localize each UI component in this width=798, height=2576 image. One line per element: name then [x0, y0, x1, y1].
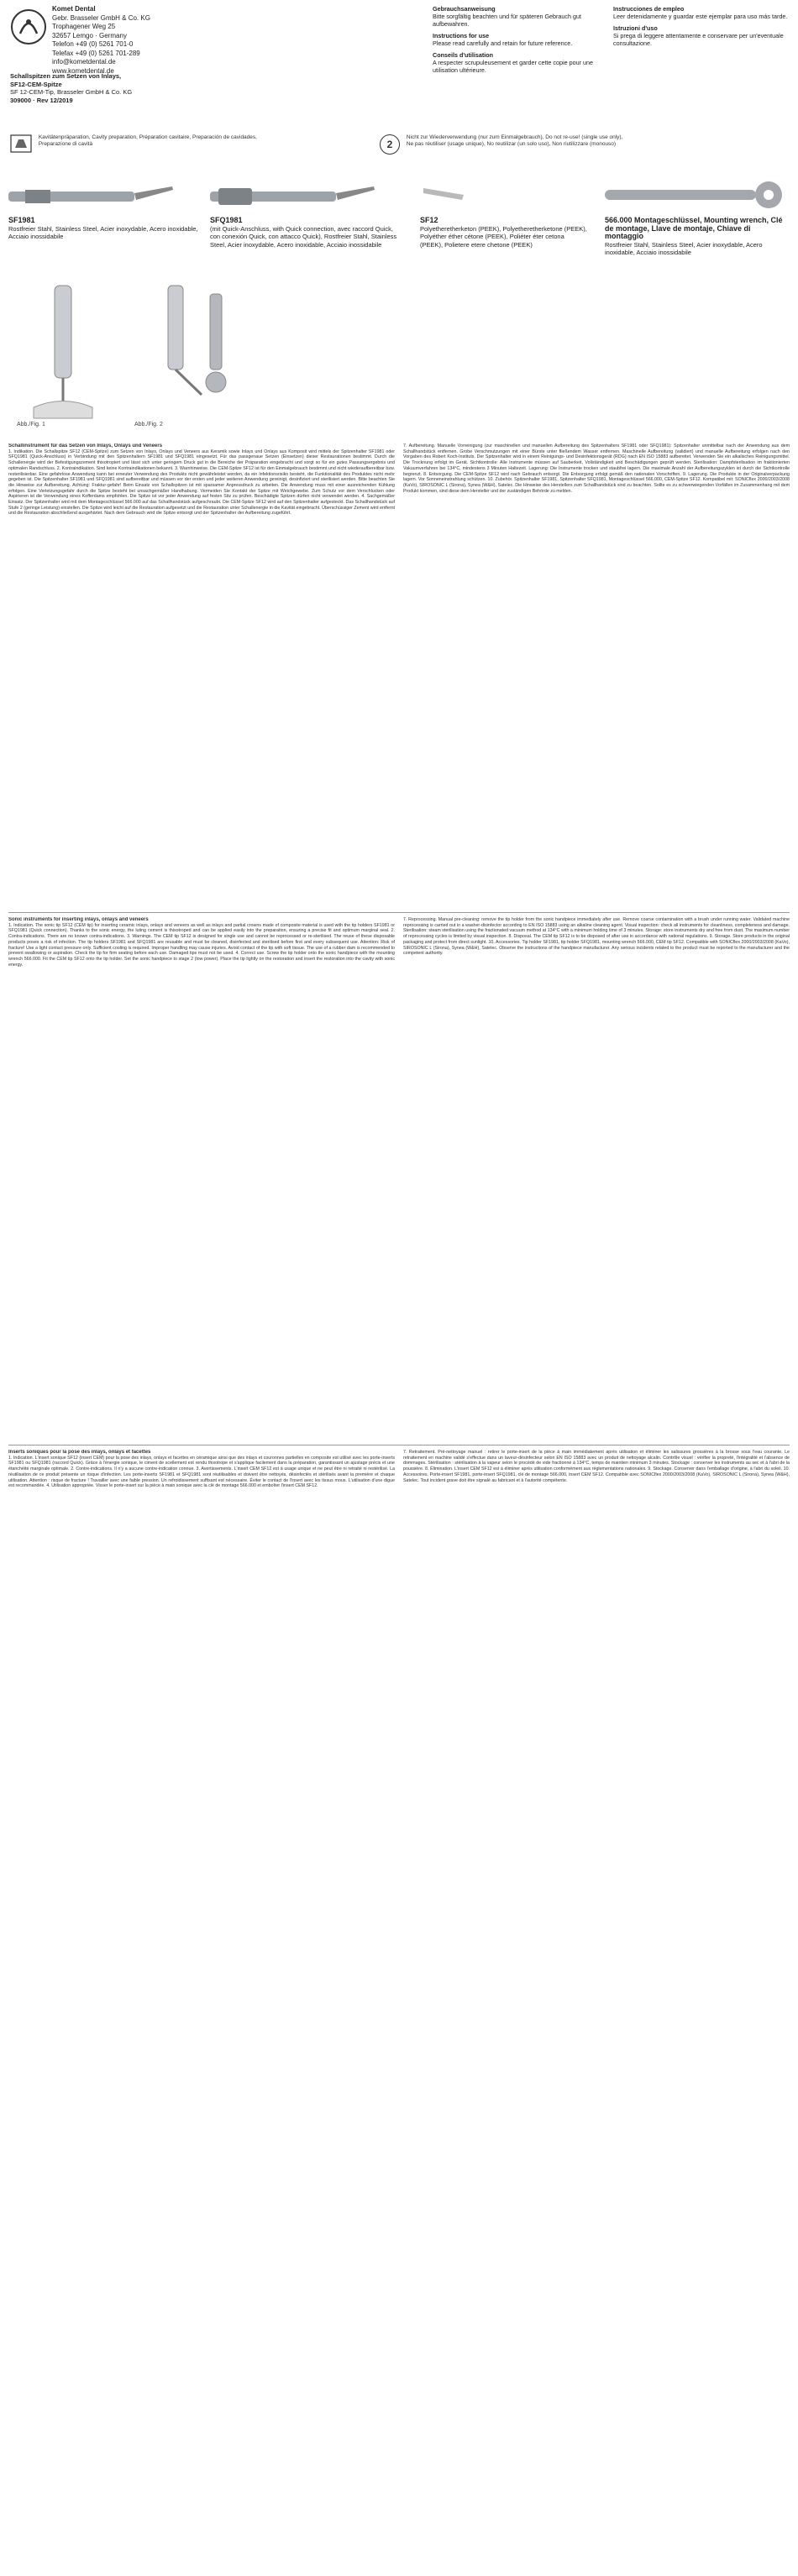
- company-name: Komet Dental: [52, 5, 96, 13]
- section-en-left: [8, 917, 395, 1438]
- product-desc: Polyetheretherketon (PEEK), Polyetheretherketone (PEEK), Polyéther éther cétone (PEEK), Poliéter éter cetona (PEEK), Polietere etere chetone (PEEK): [420, 224, 587, 249]
- leaflet-header: [0, 0, 798, 126]
- lang-heading-es: Instrucciones de empleo: [613, 5, 685, 13]
- product-name: SF1981: [8, 216, 35, 224]
- header-col-1: [433, 5, 613, 78]
- section-title-de: Schallinstrument für das Setzen von Inlays, Onlays und Veneers: [8, 443, 163, 449]
- section-body: 7. Retraitement. Pré-nettoyage manuel : retirer le porte-insert de la pièce à main immédiatement après utilisation et éliminer les salissures grossières à la brosse sous l'eau courante. Le retraitement en machine validé s'effectue dans un laveur-désinfecteur selon EN ISO 15883 avec un produit de nettoyage alcalin. Contrôle visuel : vérifier la propreté, l'intégralité et l'absence de dommages. Stérilisation : stérilisation à la vapeur selon le procédé de vide fractionné à 134°C, temps de maintien minimum 3 minutes. Stockage : conserver les instruments au sec et à l'abri de la poussière. 8. Élimination. L'insert CEM SF12 est à éliminer après utilisation conformément aux réglementations nationales. 9. Stockage. Conserver dans l'emballage d'origine, à l'abri du soleil. 10. Accessoires. Porte-insert SF1981, porte-insert SFQ1981, clé de montage 566.000, insert CEM SF12. Compatible avec SONICflex 2000/2003/2008 (KaVo), SIROSONIC L (Sirona), Synea (W&H), Satelec. Tout incident grave doit être signalé au fabricant et à l'autorité compétente.: [403, 1450, 790, 1483]
- section-de-right: [403, 443, 790, 905]
- company-line: Telefax +49 (0) 5261 701-289: [52, 49, 140, 57]
- product-desc: (mit Quick-Anschluss, with Quick connection, avec raccord Quick, con conexión Quick, con attacco Quick), Rostfreier Stahl, Stainless Steel, Acier inoxydable, Acero inoxidable, Acciaio inossidabile: [210, 224, 397, 249]
- product-desc: Rostfreier Stahl, Stainless Steel, Acier inoxydable, Acero inoxidable, Acciaio inossidabile: [605, 240, 763, 256]
- product-line: 309000 · Rev 12/2019: [10, 96, 73, 104]
- product-sf1981: [8, 217, 202, 241]
- sfq1981-image-icon: [210, 183, 378, 212]
- section-body: 1. Indication. The sonic tip SF12 (CEM tip) for inserting ceramic inlays, onlays and veneers as well as inlays and partial crowns made of composite material is used with the tip holders SF1981 or SFQ1981 (Quick connection). Thanks to the sonic energy, the luting cement is thixotroped and can be applied easily into the preparation, ensuring a precise fit and optimum marginal seal. 2. Contra-indications. There are no known contra-indications. 3. Warnings. The CEM tip SF12 is designed for single use and cannot be reprocessed or re-sterilised. The reuse of these disposable products poses a risk of infection. The tip holders SF1981 and SFQ1981 are reusable and must be cleaned, disinfected and sterilised before first and every subsequent use. Attention: Risk of fracture! Use a light contact pressure only. Sufficient cooling is required. Improper handling may cause injuries. Avoid contact of the tip with soft tissue. The use of a rubber dam is recommended to prevent swallowing or aspiration. Check the tip for firm seating before each use. Damaged tips must not be used. 4. Correct use. Screw the tip holder onto the sonic handpiece with the mounting wrench 566.000. Fit the CEM tip SF12 onto the tip holder. Set the sonic handpiece to stage 2 (low power). Place the tip lightly on the restoration and insert the restoration into the cavity with sonic energy.: [8, 922, 395, 968]
- section-divider: [8, 912, 790, 913]
- product-name: SFQ1981: [210, 216, 243, 224]
- komet-logo-icon: [10, 8, 47, 45]
- mounting-wrench-image-icon: [605, 178, 790, 212]
- symbol-row: [10, 134, 791, 168]
- section-de-left: [8, 443, 395, 905]
- section-title-en: Sonic instruments for inserting inlays, onlays and veneers: [8, 917, 149, 922]
- cavity-prep-label: Kavitätenpräparation, Cavity preparation, Préparation cavitaire, Preparación de cavidades, Preparazione di cavità: [38, 134, 257, 147]
- single-use-symbol: [380, 134, 632, 155]
- lang-text: Please read carefully and retain for future reference.: [433, 39, 573, 47]
- sf12-image-icon: [420, 183, 470, 212]
- company-line: 32657 Lemgo · Germany: [52, 31, 127, 39]
- product-desc: Rostfreier Stahl, Stainless Steel, Acier inoxydable, Acero inoxidable, Acciaio inossidabile: [8, 224, 198, 240]
- section-body: 1. Indication. L'insert sonique SF12 (insert CEM) pour la pose des inlays, onlays et facettes en céramique ainsi que des inlays et couronnes partielles en composite est utilisé avec les porte-inserts SF1981 ou SFQ1981 (raccord Quick). Grâce à l'énergie sonique, le ciment de scellement est rendu thixotrope et s'applique facilement dans la préparation, garantissant un ajustage précis et une étanchéité marginale optimale. 2. Contre-indications. Il n'y a aucune contre-indication connue. 3. Avertissements. L'insert CEM SF12 est à usage unique et ne peut être ni retraité ni restérilisé. La réutilisation de ce produit présente un risque d'infection. Les porte-inserts SF1981 et SFQ1981 sont réutilisables et doivent être nettoyés, désinfectés et stérilisés avant la première et chaque utilisation. Attention : risque de fracture ! Travailler avec une faible pression. Un refroidissement suffisant est nécessaire. Éviter le contact de l'insert avec les tissus mous. L'utilisation d'une digue est recommandée. 4. Utilisation appropriée. Visser le porte-insert sur la pièce à main sonique avec la clé de montage 566.000 et emboîter l'insert CEM SF12.: [8, 1455, 395, 1489]
- lang-heading-en: Instructions for use: [433, 32, 490, 39]
- product-sfq1981: [210, 217, 403, 249]
- product-566000: [605, 217, 790, 257]
- do-not-reuse-icon: 2: [380, 134, 400, 155]
- section-title-fr: Inserts soniques pour la pose des inlays, onlays et facettes: [8, 1450, 151, 1455]
- fig1-illustration-icon: [17, 277, 109, 420]
- product-strip: [0, 178, 798, 270]
- section-en-right: [403, 917, 790, 1438]
- lang-heading-fr: Conseils d'utilisation: [433, 51, 493, 59]
- single-use-label: Nicht zur Wiederverwendung (nur zum Einmalgebrauch), Do not re-use! (single use only), Ne pas réutiliser (usage unique), No reutilizar (un solo uso), Non riutilizzare (monouso): [406, 134, 623, 147]
- lang-text: Bitte sorgfältig beachten und für späteren Gebrauch gut aufbewahren.: [433, 13, 582, 28]
- lang-text: Si prega di leggere attentamente e conservare per un'eventuale consultazione.: [613, 32, 784, 47]
- company-line: www.kometdental.de: [52, 66, 114, 75]
- lang-heading-it: Istruzioni d'uso: [613, 24, 658, 32]
- lang-heading-de: Gebrauchsanweisung: [433, 5, 496, 13]
- cavity-prep-symbol: [10, 134, 287, 153]
- product-name: SF12: [420, 216, 438, 224]
- product-sf12: [420, 217, 588, 249]
- product-title: Schallspitzen zum Setzen von Inlays,: [10, 72, 122, 80]
- section-fr-right: [403, 1450, 790, 2558]
- instructions-header-columns: [433, 5, 794, 78]
- fig2-caption: Abb./Fig. 2: [134, 422, 163, 428]
- section-body: 7. Aufbereitung. Manuelle Vorreinigung (zur maschinellen und manuellen Aufbereitung des Spitzenhalters SF1981 oder SFQ1981): Spitzenhalter unmittelbar nach der Anwendung aus dem Schallhandstück entfernen. Grobe Verschmutzungen mit einer Bürste unter fließendem Wasser entfernen. Maschinelle Aufbereitung (validiert) und manuelle Aufbereitung erfolgen nach den Vorgaben des Robert Koch-Instituts. Der Spitzenhalter wird in einem Reinigungs- und Desinfektionsgerät (RDG) nach EN ISO 15883 aufbereitet. Verwenden Sie ein alkalisches Reinigungsmittel. Die Trocknung erfolgt im Gerät. Sichtkontrolle: Alle Instrumente müssen auf Sauberkeit, Vollständigkeit und Beschädigungen geprüft werden. Sterilisation: Dampfsterilisation im fraktionierten Vakuumverfahren bei 134°C, mindestens 3 Minuten Haltezeit. Lagerung: Die Instrumente trocken und staubfrei lagern. Die maximale Anzahl der Aufbereitungszyklen ist durch die Sichtkontrolle begrenzt. 8. Entsorgung. Die CEM-Spitze SF12 wird nach Gebrauch entsorgt. Die Entsorgung erfolgt gemäß den nationalen Vorschriften. 9. Lagerung. Die Produkte in der Originalverpackung lagern. Vor Sonneneinstrahlung schützen. 10. Zubehör. Spitzenhalter SF1981, Spitzenhalter SFQ1981, Montageschlüssel 566.000, CEM-Spitze SF12. Kompatibel mit: SONICflex 2000/2003/2008 (KaVo), SIROSONIC L (Sirona), Synea (W&H), Satelec. Die Hinweise des Herstellers zum Schallhandstück sind zu beachten. Sollte es zu schwerwiegenden Vorfällen im Zusammenhang mit dem Produkt kommen, sind diese dem Hersteller und der zuständigen Behörde zu melden.: [403, 443, 790, 494]
- sf1981-image-icon: [8, 183, 176, 212]
- company-line: Gebr. Brasseler GmbH & Co. KG: [52, 13, 150, 22]
- company-address: [52, 5, 245, 76]
- header-col-2: [613, 5, 794, 78]
- section-body: 1. Indikation. Die Schallspitze SF12 (CEM-Spitze) zum Setzen von Inlays, Onlays und Veneers aus Keramik sowie Inlays und Onlays aus Komposit wird mittels der Spitzenhalter SF1981 oder SFQ1981 (Quick-Anschluss) in Verbindung mit den Spitzenhaltern SF1981 und SFQ1981 eingesetzt. Für das passgenaue Setzen (Einsetzen) dieser Restaurationen bestimmt. Durch die Schallenergie wird der Befestigungszement thixotropiert und lässt sich unter geringem Druck gut in die Bereiche der Präparation eingebracht und sorgt so für ein gutes Passungsergebnis und optimalen Randschluss. 2. Kontraindikation. Sind keine Kontraindikationen bekannt. 3. Warnhinweise. Die CEM-Spitze SF12 ist für den Einmalgebrauch bestimmt und nicht wiederaufbereitbar bzw. resterilisierbar. Eine gefahrlose Anwendung kann bei erneuter Verwendung des Produkts nicht gewährleistet werden, da ein Infektionsrisiko besteht, die Funktionalität des Produktes nicht mehr gegeben ist. Die Spitzenhalter SF1981 und SFQ1981 sind aufbereitbar und müssen vor der ersten und jeder weiteren Anwendung gereinigt, desinfiziert und sterilisiert werden. Bitte beachten Sie die Hinweise zur Aufbereitung. Achtung: Fraktur-gefahr! Beim Einsatz von Schallspitzen ist mit sparsamer Anpressdruck zu arbeiten. Die Anwendung muss mit einer ausreichenden Kühlung erfolgen. Eine Verletzungsgefahr durch die Spitze besteht bei unsachgemäßer Handhabung. Vermeiden Sie Kontakt der Spitze mit Weichgewebe. Zum Schutz vor dem Verschlucken oder Aspirieren ist die Verwendung eines Kofferdams empfohlen. Die Spitze ist vor jeder Anwendung auf festen Sitz zu prüfen. Beschädigte Spitzen dürfen nicht verwendet werden. 4. Sachgemäßer Einsatz. Der Spitzenhalter wird mit dem Montageschlüssel 566.000 auf das Schallhandstück aufgeschraubt. Die CEM-Spitze SF12 wird auf den Spitzenhalter aufgesteckt. Das Schallhandstück auf Stufe 2 (geringe Leistung) einstellen. Die Spitze wird leicht auf die Restauration aufgesetzt und die Restauration unter Schallenergie in die Kavität eingebracht. Überschüssiger Zement wird entfernt und die Restauration abschließend ausgehärtet. Nach dem Gebrauch wird die Spitze entsorgt und der Spitzenhalter der Aufbereitung zugeführt.: [8, 449, 395, 517]
- fig1-caption: Abb./Fig. 1: [17, 422, 45, 428]
- section-body: 7. Reprocessing. Manual pre-cleaning: remove the tip holder from the sonic handpiece immediately after use. Remove coarse contamination with a brush under running water. Validated machine reprocessing is carried out in a washer-disinfector according to EN ISO 15883 using an alkaline cleaning agent. Visual inspection: check all instruments for cleanliness, completeness and damage. Sterilisation: steam sterilisation using the fractionated vacuum method at 134°C with a minimum holding time of 3 minutes. Storage: store instruments dry and free from dust. The maximum number of reprocessing cycles is limited by visual inspection. 8. Disposal. The CEM tip SF12 is to be disposed of after use in accordance with national regulations. 9. Storage. Store products in the original packaging and protect from direct sunlight. 10. Accessories. Tip holder SF1981, tip holder SFQ1981, mounting wrench 566.000, CEM tip SF12. Compatible with SONICflex 2000/2003/2008 (KaVo), SIROSONIC L (Sirona), Synea (W&H), Satelec. Observe the instructions of the handpiece manufacturer. Any serious incidents related to the product must be reported to the manufacturer and the competent authority.: [403, 917, 790, 957]
- figures: [17, 277, 269, 437]
- company-line: info@kometdental.de: [52, 58, 116, 66]
- product-line: SF 12-CEM-Tip, Brasseler GmbH & Co. KG: [10, 88, 133, 96]
- lang-text: A respecter scrupuleusement et garder cette copie pour une utilisation ultérieure.: [433, 59, 593, 74]
- cavity-preparation-icon: [10, 134, 32, 153]
- company-line: Telefon +49 (0) 5261 701-0: [52, 40, 134, 48]
- company-line: Trophagener Weg 25: [52, 23, 116, 30]
- fig2-illustration-icon: [134, 277, 260, 420]
- product-subtitle: SF12-CEM-Spitze: [10, 80, 62, 88]
- product-info: [10, 72, 237, 104]
- section-fr-left: [8, 1450, 395, 2558]
- lang-text: Leer detenidamente y guardar este ejemplar para uso más tarde.: [613, 13, 788, 20]
- product-name: 566.000 Montageschlüssel, Mounting wrench, Clé de montage, Llave de montaje, Chiave di montaggio: [605, 216, 783, 240]
